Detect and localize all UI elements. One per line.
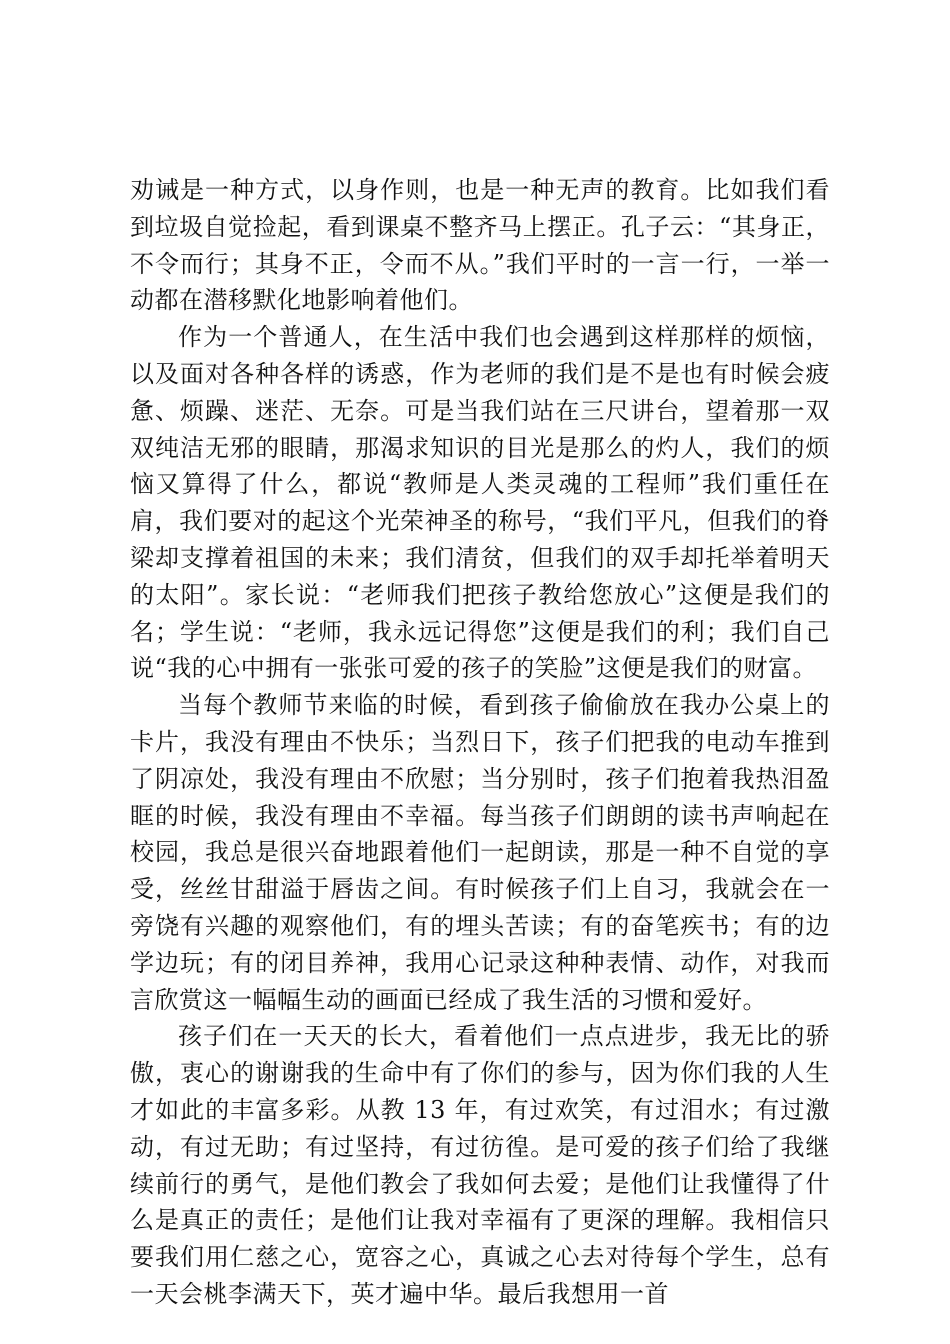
paragraph-3: 当每个教师节来临的时候，看到孩子偷偷放在我办公桌上的卡片，我没有理由不快乐；当烈日下，孩子们把我的电动车推到了阴凉处，我没有理由不欣慰；当分别时，孩子们抱着我热泪盈眶的时候，我没有理由不幸福。每当孩子们朗朗的读书声响起在校园，我总是很兴奋地跟着他们一起朗读，那是一种不自觉的享受，丝丝甘甜溢于唇齿之间。有时候孩子们上自习，我就会在一旁饶有兴趣的观察他们，有的埋头苦读；有的奋笔疾书；有的边学边玩；有的闭目养神，我用心记录这种种表情、动作，对我而言欣赏这一幅幅生动的画面已经成了我生活的习惯和爱好。 [130, 691, 830, 1014]
paragraph-4: 孩子们在一天天的长大，看着他们一点点进步，我无比的骄傲，衷心的谢谢我的生命中有了你们的参与，因为你们我的人生才如此的丰富多彩。从教 13 年，有过欢笑，有过泪水；有过激动，有过无助；有过坚持，有过彷徨。是可爱的孩子们给了我继续前行的勇气，是他们教会了我如何去爱；是他们让我懂得了什么是真正的责任；是他们让我对幸福有了更深的理解。我相信只要我们用仁慈之心，宽容之心，真诚之心去对待每个学生，总有一天会桃李满天下，英才遍中华。最后我想用一首 [130, 1022, 830, 1308]
paragraph-1: 劝诫是一种方式，以身作则，也是一种无声的教育。比如我们看到垃圾自觉捡起，看到课桌不整齐马上摆正。孔子云：“其身正，不令而行；其身不正，令而不从。”我们平时的一言一行，一举一动都在潜移默化地影响着他们。 [130, 176, 830, 315]
document-body [130, 172, 830, 1313]
paragraph-2: 作为一个普通人，在生活中我们也会遇到这样那样的烦恼，以及面对各种各样的诱惑，作为老师的我们是不是也有时候会疲惫、烦躁、迷茫、无奈。可是当我们站在三尺讲台，望着那一双双纯洁无邪的眼睛，那渴求知识的目光是那么的灼人，我们的烦恼又算得了什么，都说“教师是人类灵魂的工程师”我们重任在肩，我们要对的起这个光荣神圣的称号，“我们平凡，但我们的脊梁却支撑着祖国的未来；我们清贫，但我们的双手却托举着明天的太阳”。家长说：“老师我们把孩子教给您放心”这便是我们的名；学生说：“老师，我永远记得您”这便是我们的利；我们自己说“我的心中拥有一张张可爱的孩子的笑脸”这便是我们的财富。 [130, 323, 830, 683]
